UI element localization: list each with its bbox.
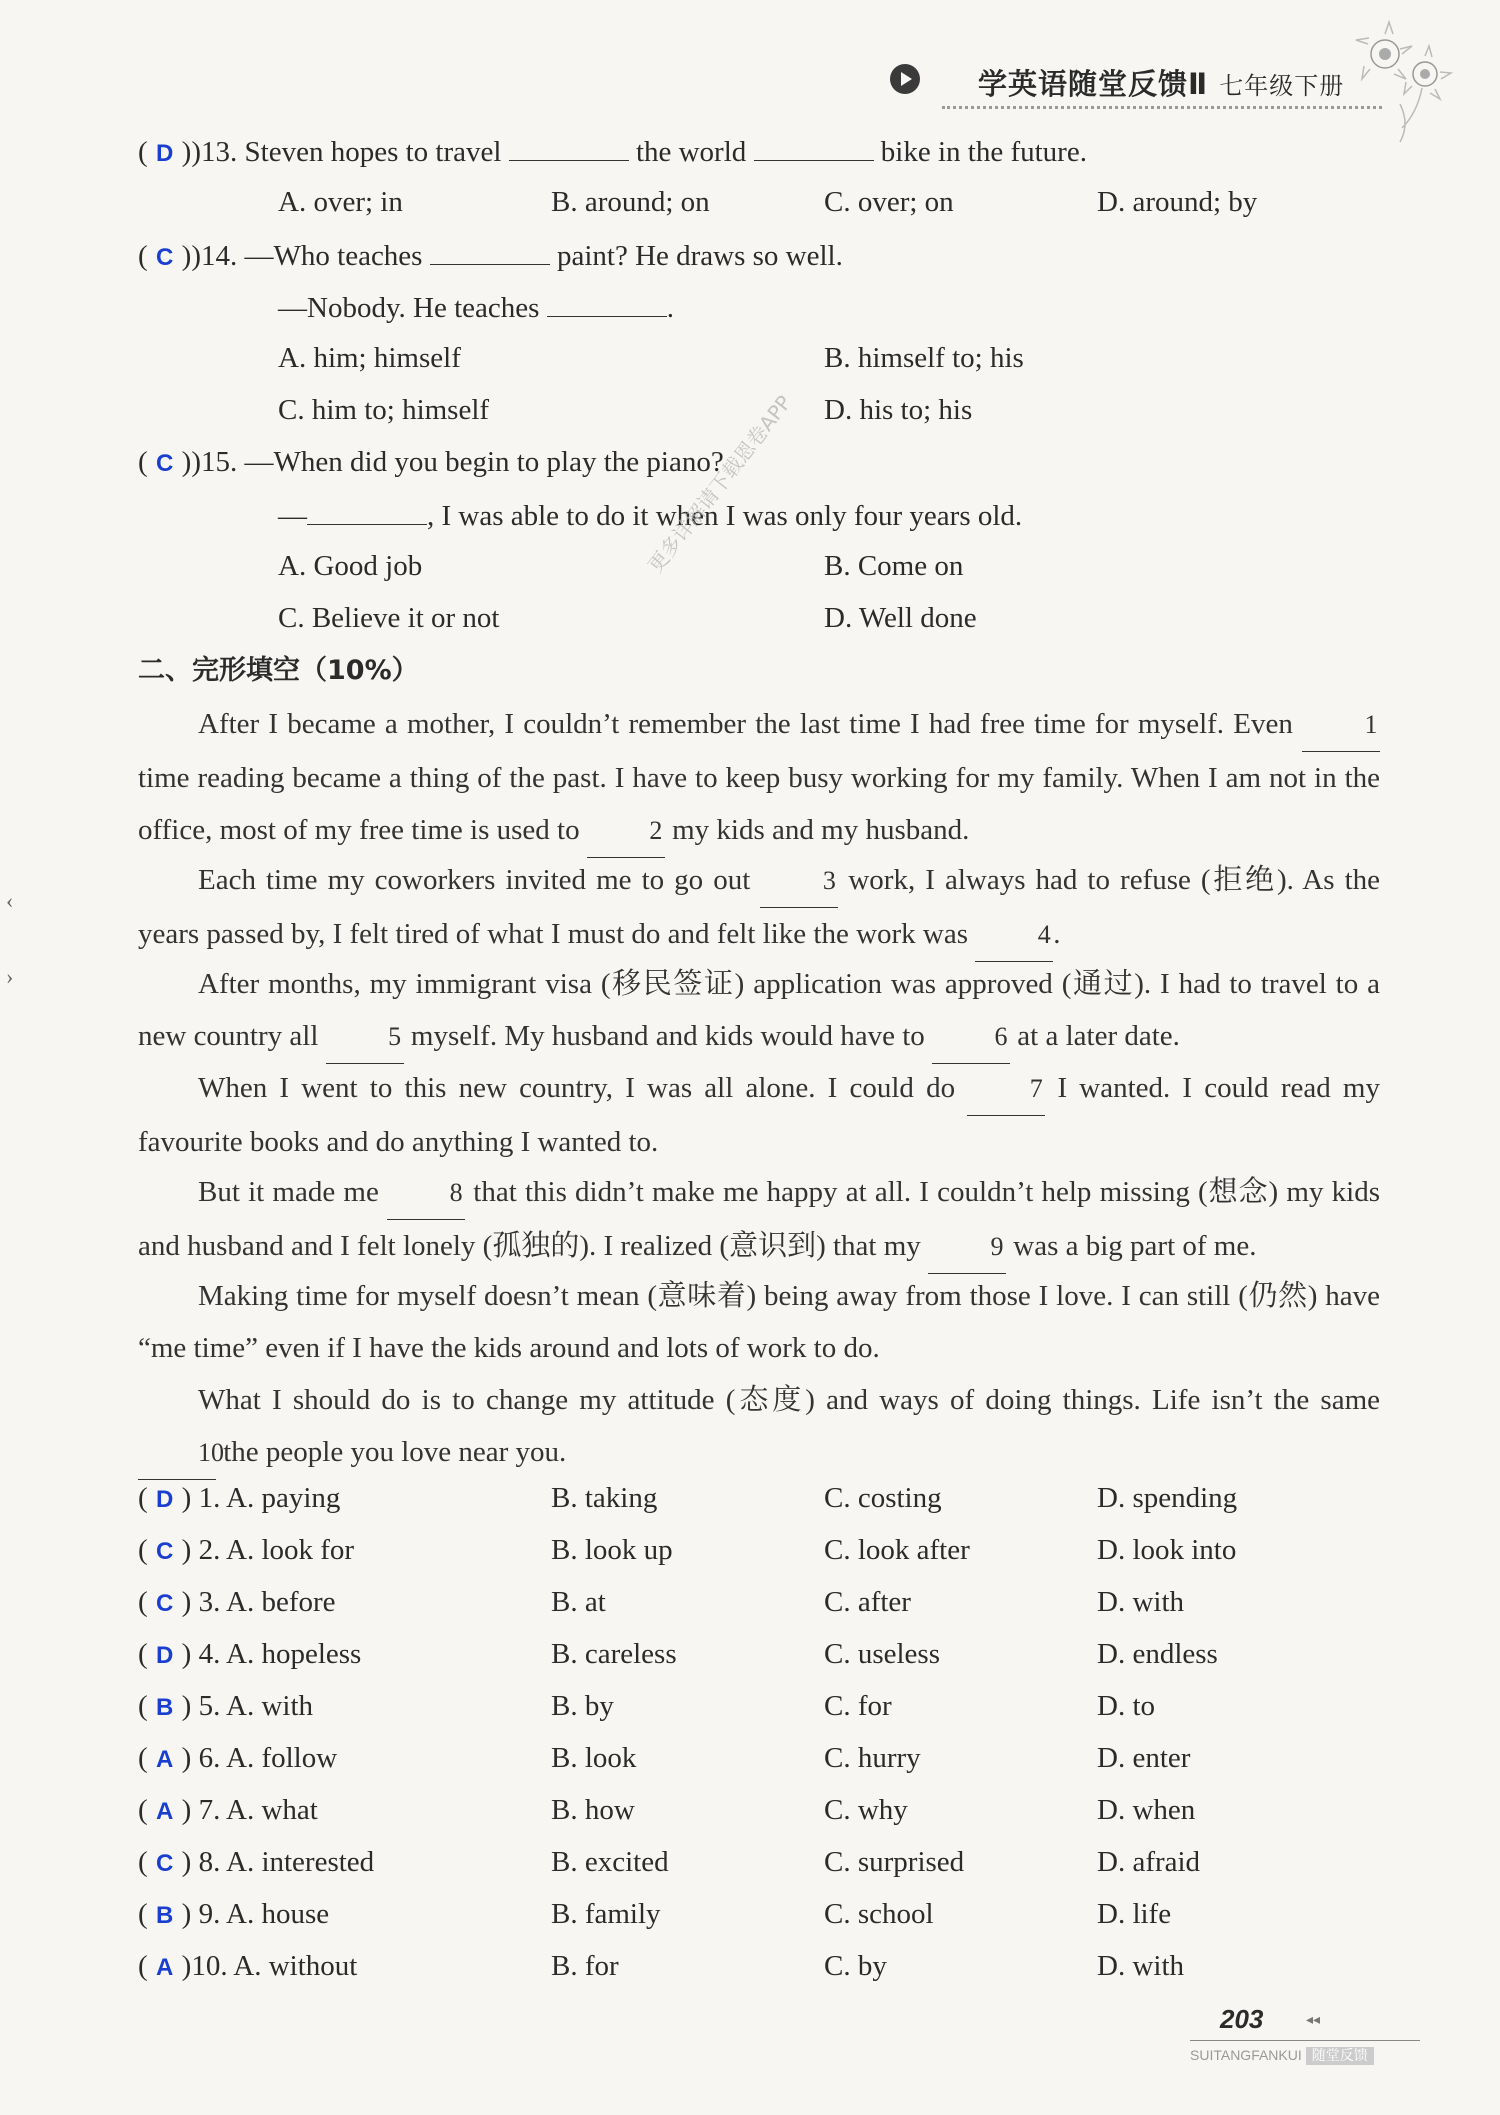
passage-paragraph: But it made me 8 that this didn’t make me happy at all. I couldn’t help missing (想念) my kids and husband and I felt lonely (孤独的). I realized (意识到) that my 9 was a big part of me. [138, 1166, 1380, 1274]
option: B. look up [551, 1534, 673, 1566]
answer-mark: C [156, 1538, 174, 1565]
cloze-question: ( C ) 8. A. interested [138, 1842, 374, 1884]
passage-paragraph: After months, my immigrant visa (移民签证) application was approved (通过). I had to travel to a new country all 5 myself. My husband and kids would have to 6 at a later date. [138, 958, 1380, 1064]
page-footer: SUITANGFANKUI 随堂反馈 [1190, 2040, 1420, 2065]
numbered-blank: 4 [975, 909, 1053, 962]
numbered-blank: 8 [387, 1167, 465, 1220]
blank [509, 130, 629, 161]
option: D. Well done [824, 602, 977, 634]
option: D. with [1097, 1950, 1184, 1982]
cloze-question: ( B ) 5. A. with [138, 1686, 313, 1728]
cloze-question: ( B ) 9. A. house [138, 1894, 329, 1936]
answer-mark: C [156, 1590, 174, 1617]
blank [754, 130, 874, 161]
cloze-question: ( A ) 6. A. follow [138, 1738, 337, 1780]
passage-paragraph: Each time my coworkers invited me to go out 3 work, I always had to refuse (拒绝). As the years passed by, I felt tired of what I must do and felt like the work was 4. [138, 854, 1380, 962]
passage-paragraph: What I should do is to change my attitude (态度) and ways of doing things. Life isn’t the same 10 the people you love near you. [138, 1374, 1380, 1480]
answer-mark: D [156, 1486, 174, 1513]
passage-paragraph: When I went to this new country, I was all alone. I could do 7 I wanted. I could read my favourite books and do anything I wanted to. [138, 1062, 1380, 1168]
section-title: 二、完形填空（10%） [138, 655, 419, 686]
cloze-question: ( A ) 7. A. what [138, 1790, 318, 1832]
option: B. family [551, 1898, 661, 1930]
option: C. over; on [824, 186, 954, 218]
cloze-question: ( C ) 2. A. look for [138, 1530, 354, 1572]
book-title: 学英语随堂反馈Ⅱ 七年级下册 [978, 67, 1345, 101]
option: C. Believe it or not [278, 602, 500, 634]
option: B. look [551, 1742, 637, 1774]
numbered-blank: 9 [928, 1221, 1006, 1274]
option: B. taking [551, 1482, 658, 1514]
numbered-blank: 2 [587, 805, 665, 858]
option: A. over; in [278, 186, 403, 218]
passage-paragraph: Making time for myself doesn’t mean (意味着) being away from those I love. I can still (仍然) have “me time” even if I have the kids around and lots of work to do. [138, 1280, 1380, 1364]
option: A. him; himself [278, 342, 461, 374]
header-divider [942, 106, 1382, 109]
margin-mark: › [6, 964, 14, 989]
blank [307, 494, 427, 525]
option: D. when [1097, 1794, 1196, 1826]
answer-mark: B [156, 1694, 174, 1721]
option: C. surprised [824, 1846, 965, 1878]
option: C. him to; himself [278, 394, 490, 426]
option: B. Come on [824, 550, 964, 582]
answer-mark: C [156, 450, 174, 477]
question-13: ( D ))13. Steven hopes to travel the world bike in the future. [138, 130, 1087, 174]
blank [547, 286, 667, 317]
question-14: ( C ))14. —Who teaches paint? He draws so well. [138, 234, 843, 278]
answer-mark: D [156, 1642, 174, 1669]
numbered-blank: 7 [967, 1063, 1045, 1116]
numbered-blank: 1 [1302, 699, 1380, 752]
option: C. school [824, 1898, 934, 1930]
option: D. spending [1097, 1482, 1238, 1514]
option: C. by [824, 1950, 887, 1982]
option: B. at [551, 1586, 606, 1618]
option: D. look into [1097, 1534, 1237, 1566]
option: C. costing [824, 1482, 942, 1514]
option: C. useless [824, 1638, 940, 1670]
answer-mark: D [156, 140, 174, 167]
option: C. for [824, 1690, 892, 1722]
cloze-question: ( D ) 1. A. paying [138, 1478, 340, 1520]
option: D. afraid [1097, 1846, 1201, 1878]
option: D. his to; his [824, 394, 973, 426]
option: B. for [551, 1950, 619, 1982]
cloze-question: ( D ) 4. A. hopeless [138, 1634, 361, 1676]
option: B. himself to; his [824, 342, 1024, 374]
numbered-blank: 10 [138, 1427, 216, 1480]
option: D. to [1097, 1690, 1155, 1722]
option: D. endless [1097, 1638, 1218, 1670]
arrow-left-icon: ◂◂ [1306, 2013, 1321, 2028]
answer-mark: C [156, 1850, 174, 1877]
answer-mark: C [156, 244, 174, 271]
option: D. with [1097, 1586, 1184, 1618]
option: D. life [1097, 1898, 1172, 1930]
answer-mark: B [156, 1902, 174, 1929]
sunflower-decoration-icon [1340, 14, 1465, 144]
option: B. careless [551, 1638, 677, 1670]
answer-mark: A [156, 1954, 174, 1981]
numbered-blank: 5 [326, 1011, 404, 1064]
answer-mark: A [156, 1798, 174, 1825]
cloze-question: ( C ) 3. A. before [138, 1582, 336, 1624]
option: B. by [551, 1690, 614, 1722]
option: B. how [551, 1794, 635, 1826]
option: A. Good job [278, 550, 423, 582]
option: D. around; by [1097, 186, 1258, 218]
option: D. enter [1097, 1742, 1191, 1774]
cloze-question: ( A )10. A. without [138, 1946, 357, 1988]
question-15-line2: — , I was able to do it when I was only four years old. [278, 494, 1022, 536]
option: C. why [824, 1794, 908, 1826]
numbered-blank: 6 [932, 1011, 1010, 1064]
numbered-blank: 3 [760, 855, 838, 908]
page-number: 203 [1220, 2004, 1264, 2034]
play-icon [890, 64, 920, 94]
option: C. after [824, 1586, 911, 1618]
option: B. around; on [551, 186, 710, 218]
option: B. excited [551, 1846, 669, 1878]
blank [430, 234, 550, 265]
option: C. look after [824, 1534, 970, 1566]
option: C. hurry [824, 1742, 921, 1774]
question-14-line2: —Nobody. He teaches . [278, 286, 674, 328]
question-15: ( C ))15. —When did you begin to play the piano? [138, 442, 724, 484]
passage-paragraph: After I became a mother, I couldn’t remember the last time I had free time for myself. Even 1 time reading became a thing of the past. I have to keep busy working for my family. When I am not in the office, most of my free time is used to 2 my kids and my husband. [138, 698, 1380, 858]
answer-mark: A [156, 1746, 174, 1773]
margin-mark: ‹ [6, 888, 14, 913]
watermark: 更多详解请下载恩卷APP [643, 390, 797, 578]
